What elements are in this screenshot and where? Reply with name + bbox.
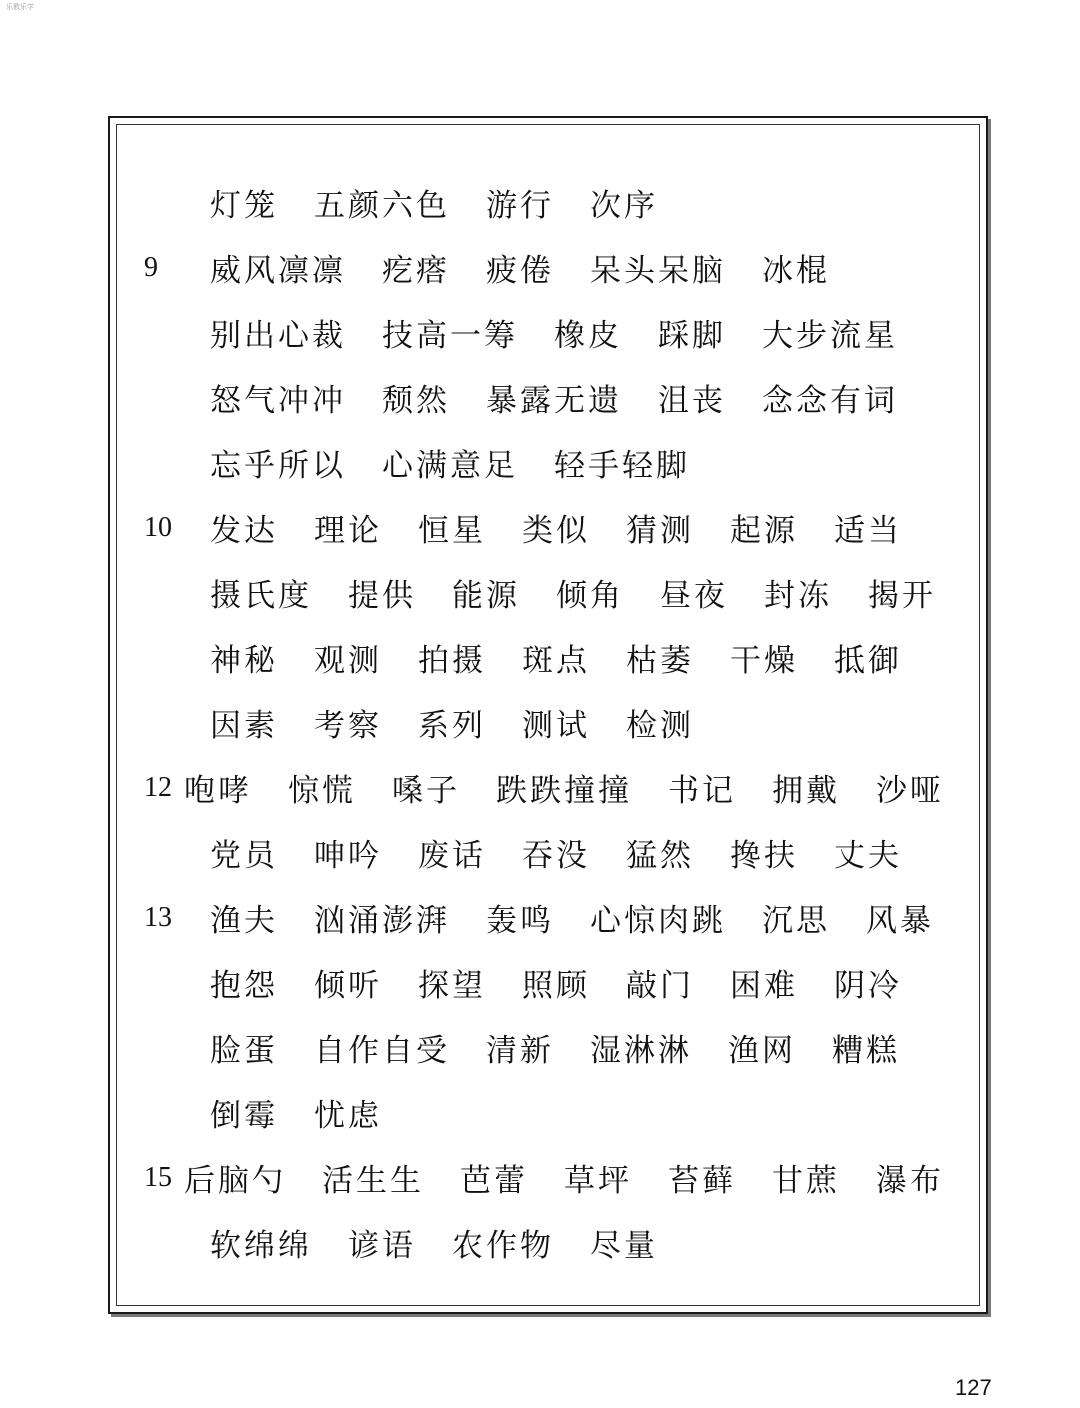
vocab-row xyxy=(140,625,980,690)
vocab-word: 次序 xyxy=(590,188,658,224)
vocab-word: 系列 xyxy=(418,708,486,744)
vocab-row xyxy=(140,300,980,365)
vocab-word: 糟糕 xyxy=(832,1033,900,1069)
vocab-word: 轰鸣 xyxy=(486,903,554,939)
vocab-words xyxy=(210,245,866,290)
vocab-word: 拥戴 xyxy=(772,773,840,809)
vocab-words xyxy=(210,960,938,1005)
vocab-word: 橡皮 xyxy=(554,318,622,354)
vocab-word: 照顾 xyxy=(522,968,590,1004)
vocabulary-list xyxy=(140,170,980,1275)
vocab-row xyxy=(140,430,980,495)
vocab-word: 疲倦 xyxy=(486,253,554,289)
vocab-words xyxy=(210,830,938,875)
vocab-word: 后脑勺 xyxy=(184,1163,286,1199)
vocab-word: 跌跌撞撞 xyxy=(496,773,632,809)
vocab-word: 类似 xyxy=(522,513,590,549)
vocab-word: 灯笼 xyxy=(210,188,278,224)
vocab-word: 渔网 xyxy=(728,1033,796,1069)
vocab-row xyxy=(140,1210,980,1275)
vocab-word: 吞没 xyxy=(522,838,590,874)
vocab-word: 沮丧 xyxy=(658,383,726,419)
vocab-word: 农作物 xyxy=(452,1228,554,1264)
vocab-word: 谚语 xyxy=(348,1228,416,1264)
vocab-word: 汹涌澎湃 xyxy=(314,903,450,939)
vocab-word: 清新 xyxy=(486,1033,554,1069)
vocab-word: 疙瘩 xyxy=(382,253,450,289)
vocab-words xyxy=(210,180,694,225)
vocab-word: 废话 xyxy=(418,838,486,874)
lesson-number: 10 xyxy=(144,511,172,543)
vocab-word: 五颜六色 xyxy=(314,188,450,224)
vocab-word: 党员 xyxy=(210,838,278,874)
vocab-row xyxy=(140,560,980,625)
vocab-word: 适当 xyxy=(834,513,902,549)
corner-watermark: 乐教乐学 xyxy=(6,3,34,11)
vocab-word: 芭蕾 xyxy=(460,1163,528,1199)
lesson-number: 13 xyxy=(144,901,172,933)
vocab-words xyxy=(184,765,980,810)
vocab-row xyxy=(140,1080,980,1145)
vocab-word: 困难 xyxy=(730,968,798,1004)
vocab-words xyxy=(210,310,934,355)
vocab-word: 呻吟 xyxy=(314,838,382,874)
vocab-word: 因素 xyxy=(210,708,278,744)
vocab-word: 观测 xyxy=(314,643,382,679)
vocab-word: 别出心裁 xyxy=(210,318,346,354)
vocab-word: 咆哮 xyxy=(184,773,252,809)
vocab-word: 倾听 xyxy=(314,968,382,1004)
vocab-row xyxy=(140,495,980,560)
vocab-word: 阴冷 xyxy=(834,968,902,1004)
vocab-word: 抱怨 xyxy=(210,968,278,1004)
vocab-row xyxy=(140,365,980,430)
vocab-word: 软绵绵 xyxy=(210,1228,312,1264)
vocab-word: 神秘 xyxy=(210,643,278,679)
vocab-word: 湿淋淋 xyxy=(590,1033,692,1069)
vocab-words xyxy=(210,375,934,420)
vocab-words xyxy=(210,700,730,745)
vocab-words xyxy=(210,635,938,680)
vocab-word: 敲门 xyxy=(626,968,694,1004)
vocab-word: 书记 xyxy=(668,773,736,809)
vocab-word: 忘乎所以 xyxy=(210,448,346,484)
vocab-word: 拍摄 xyxy=(418,643,486,679)
vocab-word: 暴露无遗 xyxy=(486,383,622,419)
vocab-words xyxy=(184,1155,980,1200)
vocab-word: 检测 xyxy=(626,708,694,744)
vocab-row xyxy=(140,170,980,235)
vocab-word: 干燥 xyxy=(730,643,798,679)
vocab-word: 发达 xyxy=(210,513,278,549)
vocab-word: 探望 xyxy=(418,968,486,1004)
vocab-words xyxy=(210,1090,418,1135)
vocab-row xyxy=(140,690,980,755)
vocab-word: 活生生 xyxy=(322,1163,424,1199)
vocab-word: 揭开 xyxy=(868,578,936,614)
vocab-word: 枯萎 xyxy=(626,643,694,679)
vocab-words xyxy=(210,570,972,615)
vocab-row xyxy=(140,1015,980,1080)
vocab-word: 瀑布 xyxy=(876,1163,944,1199)
vocab-row xyxy=(140,950,980,1015)
vocab-word: 惊慌 xyxy=(288,773,356,809)
vocab-word: 昼夜 xyxy=(660,578,728,614)
vocab-word: 恒星 xyxy=(418,513,486,549)
vocab-row xyxy=(140,885,980,950)
vocab-word: 倾角 xyxy=(556,578,624,614)
vocab-words xyxy=(210,895,970,940)
lesson-number: 12 xyxy=(144,771,172,803)
vocab-words xyxy=(210,1025,936,1070)
vocab-word: 渔夫 xyxy=(210,903,278,939)
vocab-word: 沉思 xyxy=(762,903,830,939)
vocab-word: 脸蛋 xyxy=(210,1033,278,1069)
vocab-row xyxy=(140,820,980,885)
vocab-row xyxy=(140,235,980,300)
vocab-word: 呆头呆脑 xyxy=(590,253,726,289)
vocab-row xyxy=(140,755,980,820)
vocab-word: 抵御 xyxy=(834,643,902,679)
vocab-word: 心惊肉跳 xyxy=(590,903,726,939)
vocab-word: 提供 xyxy=(348,578,416,614)
vocab-word: 草坪 xyxy=(564,1163,632,1199)
vocab-word: 尽量 xyxy=(590,1228,658,1264)
vocab-word: 风暴 xyxy=(866,903,934,939)
vocab-word: 威风凛凛 xyxy=(210,253,346,289)
vocab-word: 嗓子 xyxy=(392,773,460,809)
vocab-word: 忧虑 xyxy=(314,1098,382,1134)
vocab-word: 怒气冲冲 xyxy=(210,383,346,419)
vocab-word: 猛然 xyxy=(626,838,694,874)
vocab-word: 倒霉 xyxy=(210,1098,278,1134)
vocab-word: 斑点 xyxy=(522,643,590,679)
vocab-word: 理论 xyxy=(314,513,382,549)
vocab-words xyxy=(210,505,938,550)
vocab-word: 游行 xyxy=(486,188,554,224)
vocab-word: 技高一筹 xyxy=(382,318,518,354)
vocab-word: 能源 xyxy=(452,578,520,614)
vocab-word: 测试 xyxy=(522,708,590,744)
vocab-word: 心满意足 xyxy=(382,448,518,484)
vocab-row xyxy=(140,1145,980,1210)
vocab-word: 考察 xyxy=(314,708,382,744)
vocab-word: 大步流星 xyxy=(762,318,898,354)
vocab-word: 丈夫 xyxy=(834,838,902,874)
vocab-word: 踩脚 xyxy=(658,318,726,354)
vocab-word: 甘蔗 xyxy=(772,1163,840,1199)
vocab-word: 轻手轻脚 xyxy=(554,448,690,484)
vocab-word: 自作自受 xyxy=(314,1033,450,1069)
vocab-word: 摄氏度 xyxy=(210,578,312,614)
vocab-word: 念念有词 xyxy=(762,383,898,419)
lesson-number: 9 xyxy=(144,251,158,283)
vocab-word: 沙哑 xyxy=(876,773,944,809)
vocab-word: 颓然 xyxy=(382,383,450,419)
vocab-word: 猜测 xyxy=(626,513,694,549)
vocab-word: 搀扶 xyxy=(730,838,798,874)
vocab-word: 冰棍 xyxy=(762,253,830,289)
lesson-number: 15 xyxy=(144,1161,172,1193)
vocab-word: 苔藓 xyxy=(668,1163,736,1199)
vocab-word: 封冻 xyxy=(764,578,832,614)
vocab-words xyxy=(210,1220,694,1265)
vocab-words xyxy=(210,440,726,485)
page-number: 127 xyxy=(955,1375,992,1400)
vocab-word: 起源 xyxy=(730,513,798,549)
